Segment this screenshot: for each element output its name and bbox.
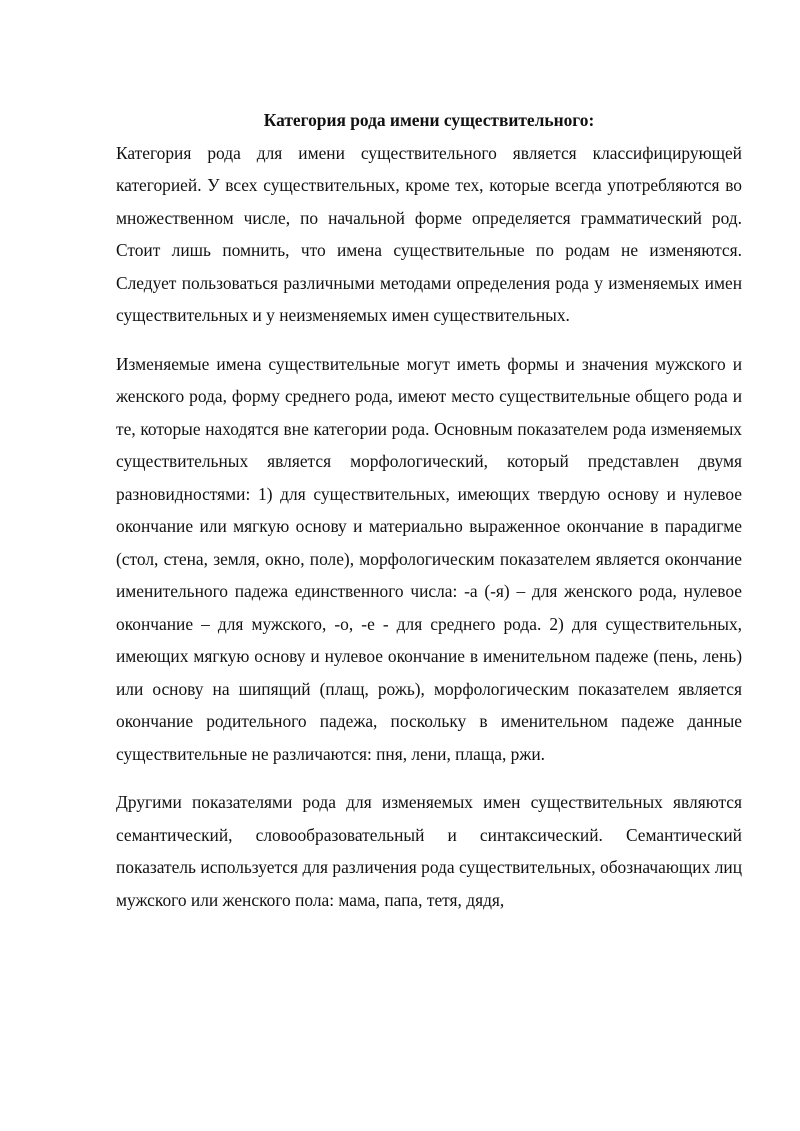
document-title: Категория рода имени существительного: [263,110,595,130]
paragraph-gender-category: Категория рода для имени существительного является классифицирующей категорией. У всех существительных, кроме тех, которые всегда употребляются во множественном числе, по начальной форме определяется грамматический род. Стоит лишь помнить, что имена существительные по родам не изменяются. Следует пользоваться различными методами определения рода у изменяемых имен существительных и у неизменяемых имен существительных. [116,142,742,325]
paragraph-other-indicators: Другими показателями рода для изменяемых имен существительных являются семантический, словообразовательный и синтаксический. Семантический показатель используется для различения рода существительных, обозначающих лиц мужского или женского пола: мама, папа, тетя, дядя, [116,792,742,910]
document-body [116,104,742,932]
paragraph-variable-nouns: Изменяемые имена существительные могут иметь формы и значения мужского и женского рода, форму среднего рода, имеют место существительные общего рода и те, которые находятся вне категории рода. Основным показателем рода изменяемых существительных является морфологический, который представлен двумя разновидностями: 1) для существительных, имеющих твердую основу и нулевое окончание или мягкую основу и материально выраженное окончание в парадигме (стол, стена, земля, окно, поле), морфологическим показателем является окончание именительного падежа единственного числа: -а (-я) – для женского рода, нулевое окончание – для мужского, -о, -е - для среднего рода. 2) для существительных, имеющих мягкую основу и нулевое окончание в именительном падеже (пень, лень) или основу на шипящий (плащ, рожь), морфологическим показателем является окончание родительного падежа, поскольку в именительном падеже данные существительные не различаются: пня, лени, плаща, ржи. [116,353,742,764]
